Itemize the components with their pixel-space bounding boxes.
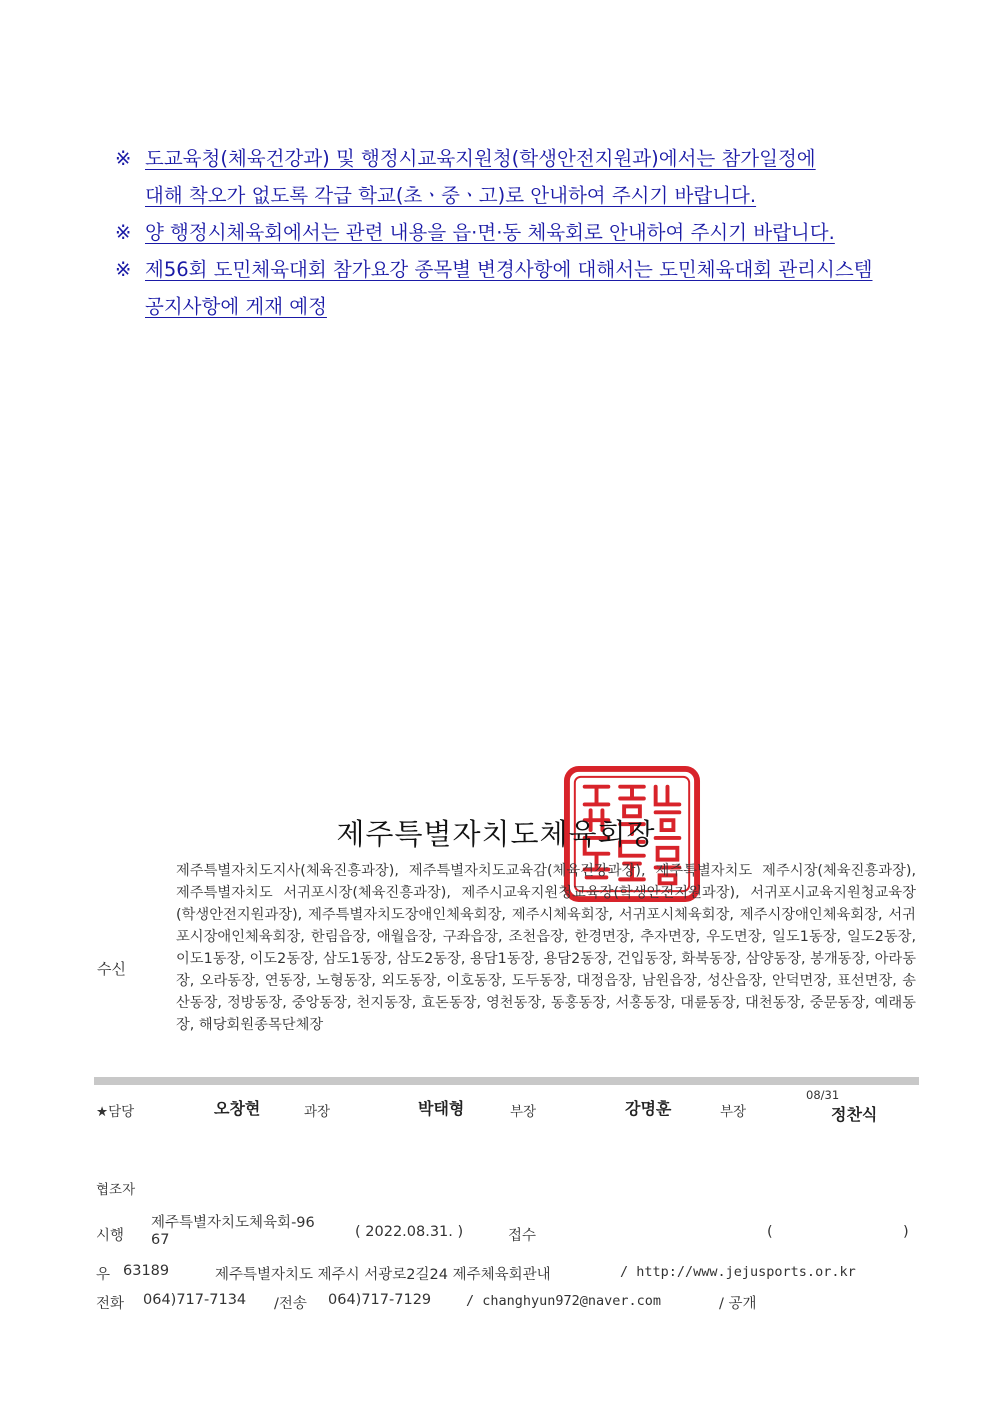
section-divider xyxy=(94,1077,919,1085)
phone-number: 064)717-7134 xyxy=(143,1292,247,1308)
disclosure-status: / 공개 xyxy=(719,1296,757,1312)
reference-mark: ※ xyxy=(115,221,132,244)
receipt-label: 접수 xyxy=(508,1228,537,1244)
fax-label: /전송 xyxy=(274,1296,307,1312)
notice-line: 도교육청(체육건강과) 및 행정시교육지원청(학생안전지원과)에서는 참가일정에 xyxy=(145,147,816,170)
notice-line: 공지사항에 게재 예정 xyxy=(145,295,327,318)
phone-label: 전화 xyxy=(96,1296,125,1312)
reviewer2-label: 부장 xyxy=(510,1104,537,1120)
reference-mark: ※ xyxy=(115,147,132,170)
approval-line xyxy=(0,1088,992,1133)
street-address: 제주특별자치도 제주시 서광로2길24 제주체육회관내 xyxy=(215,1267,551,1283)
receipt-open-paren: ( xyxy=(767,1224,773,1240)
document-number-line: 제주특별자치도체육회-96 xyxy=(151,1215,315,1231)
notice-item xyxy=(115,214,925,251)
reviewer1-name: 박태형 xyxy=(418,1099,465,1118)
cooperation-label: 협조자 xyxy=(96,1182,136,1198)
notice-item xyxy=(115,140,925,214)
website-link[interactable]: / http://www.jejusports.or.kr xyxy=(620,1264,856,1280)
reference-mark: ※ xyxy=(115,258,132,281)
postcode-label: 우 xyxy=(96,1267,111,1283)
document-number xyxy=(151,1215,315,1249)
reviewer1-label: 과장 xyxy=(304,1104,331,1120)
fax-number: 064)717-7129 xyxy=(328,1292,432,1308)
drafter-label: ★담당 xyxy=(96,1104,135,1120)
notice-line: 제56회 도민체육대회 참가요강 종목별 변경사항에 대해서는 도민체육대회 관리시스템 xyxy=(145,258,873,281)
recipients-label: 수신 xyxy=(97,960,126,978)
notice-line: 양 행정시체육회에서는 관련 내용을 읍·면·동 체육회로 안내하여 주시기 바랍니다. xyxy=(145,221,835,244)
drafter-name: 오창현 xyxy=(214,1099,261,1118)
reviewer2-name: 강명훈 xyxy=(625,1099,672,1118)
approver-label: 부장 xyxy=(720,1104,747,1120)
execution-date: ( 2022.08.31. ) xyxy=(355,1224,464,1240)
receipt-close-paren: ) xyxy=(903,1224,909,1240)
approver-name: 정찬식 xyxy=(831,1105,878,1124)
notice-item xyxy=(115,251,925,325)
execution-label: 시행 xyxy=(96,1228,125,1244)
recipients-list: 제주특별자치도지사(체육진흥과장), 제주특별자치도교육감(체육건강과장), 제주특별자치도 제주시장(체육진흥과장), 제주특별자치도 서귀포시장(체육진흥과장), 제주시교육지원청교육장(학생안전지원과장), 서귀포시교육지원청교육장(학생안전지원과장), 제주특별자치도장애인체육회장, 제주시체육회장, 서귀포시체육회장, 제주시장애인체육회장, 서귀포시장애인체육회장, 한림읍장, 애월읍장, 구좌읍장, 조천읍장, 한경면장, 추자면장, 우도면장, 일도1동장, 일도2동장, 이도1동장, 이도2동장, 삼도1동장, 삼도2동장, 용담1동장, 용담2동장, 건입동장, 화북동장, 삼양동장, 봉개동장, 아라동장, 오라동장, 연동장, 노형동장, 외도동장, 이호동장, 도두동장, 대정읍장, 남원읍장, 성산읍장, 안덕면장, 표선면장, 송산동장, 정방동장, 중앙동장, 천지동장, 효돈동장, 영천동장, 동홍동장, 서홍동장, 대륜동장, 대천동장, 중문동장, 예래동장, 해당회원종목단체장 xyxy=(176,863,916,1033)
document-number-line: 67 xyxy=(151,1232,170,1248)
issuer-title: 제주특별자치도체육회장 xyxy=(336,819,656,851)
postcode: 63189 xyxy=(123,1263,170,1279)
notice-list xyxy=(115,140,925,325)
notice-line: 대해 착오가 없도록 각급 학교(초ㆍ중ㆍ고)로 안내하여 주시기 바랍니다. xyxy=(145,184,757,207)
approver-date: 08/31 xyxy=(806,1088,840,1102)
email-address[interactable]: / changhyun972@naver.com xyxy=(466,1293,662,1309)
